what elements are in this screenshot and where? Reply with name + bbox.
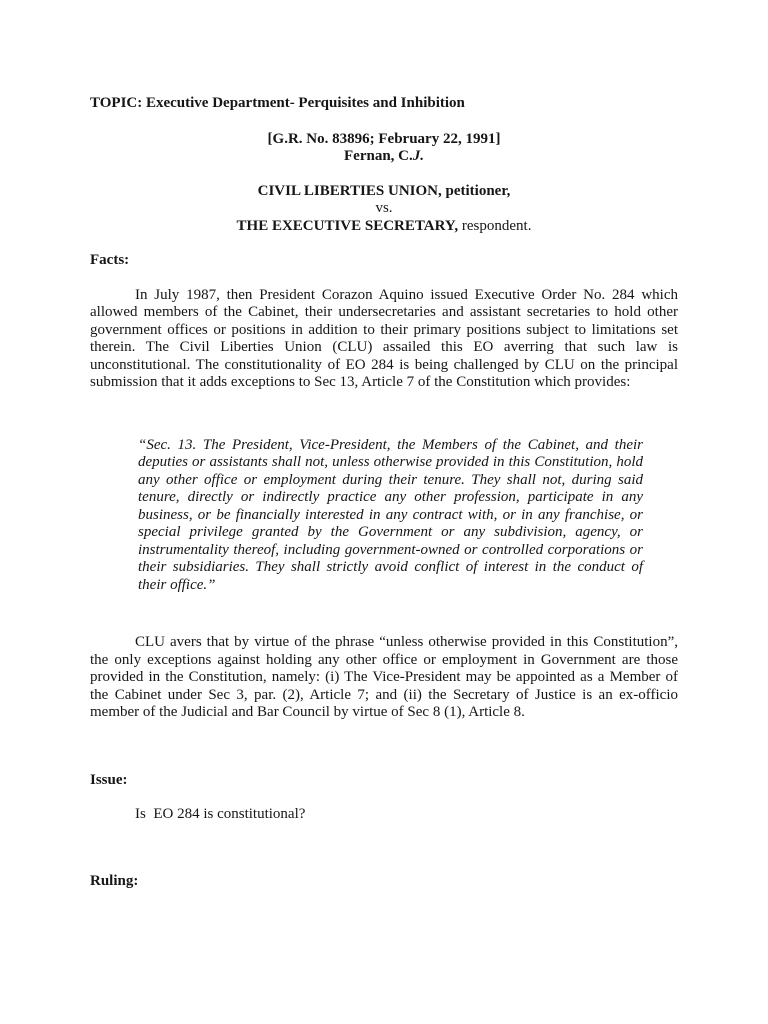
case-citation: [G.R. No. 83896; February 22, 1991] <box>267 130 501 147</box>
respondent-line <box>90 218 678 236</box>
ponente-line <box>90 148 678 166</box>
respondent-name: THE EXECUTIVE SECRETARY, <box>236 217 459 234</box>
ruling-heading: Ruling: <box>90 872 139 889</box>
ponente-initial: J. <box>412 148 424 164</box>
versus-line: vs. <box>375 200 393 216</box>
issue-text: Is EO 284 is constitutional? <box>135 806 306 822</box>
clu-paragraph: CLU avers that by virtue of the phrase “unless otherwise provided in this Constitution”, the only exceptions against holding any other office or employment in Government are those provided in the Constitution, namely: (i) The Vice-President may be appointed as a Member of the Cabinet under Sec 3, par. (2), Article 7; and (ii) the Secretary of Justice is an ex-officio member of the Judicial and Bar Council by virtue of Sec 8 (1), Article 8. <box>90 634 682 720</box>
facts-paragraph: In July 1987, then President Corazon Aquino issued Executive Order No. 284 which allowed members of the Cabinet, their undersecretaries and assistant secretaries to hold other government offices or positions in addition to their primary positions subject to limitations set therein. The Civil Liberties Union (CLU) assailed this EO averring that such law is unconstitutional. The constitutionality of EO 284 is being challenged by CLU on the principal submission that it adds exceptions to Sec 13, Article 7 of the Constitution which provides: <box>90 286 682 390</box>
facts-heading: Facts: <box>90 252 130 268</box>
issue-heading: Issue: <box>90 771 128 788</box>
constitution-quote: “Sec. 13. The President, Vice-President, the Members of the Cabinet, and their deputies or assistants shall not, unless otherwise provided in this Constitution, hold any other office or employment during their tenure. They shall not, during said tenure, directly or indirectly practice any other profession, participate in any business, or be financially interested in any contract with, or in any franchise, or special privilege granted by the Government or any subdivision, agency, or instrumentality thereof, including government-owned or controlled corporations or their subsidiaries. They shall strictly avoid conflict of interest in the conduct of their office.” <box>138 436 647 593</box>
petitioner-line: CIVIL LIBERTIES UNION, petitioner, <box>257 182 511 199</box>
respondent-role: respondent. <box>458 217 532 234</box>
ponente-name: Fernan, C. <box>344 148 413 164</box>
topic-heading: TOPIC: Executive Department- Perquisites and Inhibition <box>90 95 465 111</box>
